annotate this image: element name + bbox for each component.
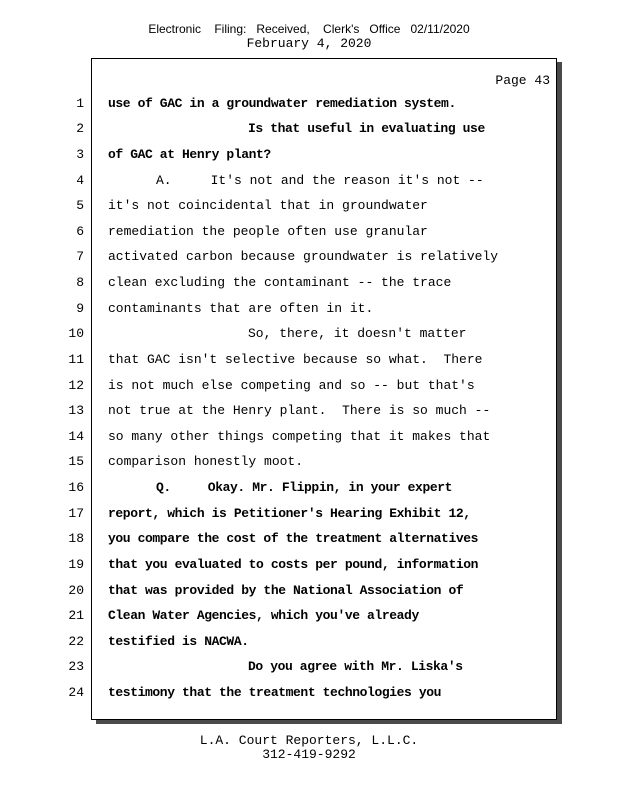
transcript-line: A. It's not and the reason it's not -- [156, 173, 484, 188]
transcript-line: is not much else competing and so -- but that's [108, 378, 475, 393]
line-number: 1 [76, 96, 84, 111]
transcript-line: of GAC at Henry plant? [108, 147, 271, 162]
transcript-line: Clean Water Agencies, which you've already [108, 608, 419, 623]
transcript-line: So, there, it doesn't matter [248, 326, 467, 341]
line-number: 6 [76, 224, 84, 239]
reporter-phone: 312-419-9292 [262, 747, 356, 762]
transcript-line: you compare the cost of the treatment alternatives [108, 531, 479, 546]
line-number: 9 [76, 301, 84, 316]
transcript-line: so many other things competing that it makes that [108, 429, 491, 444]
transcript-line: it's not coincidental that in groundwater [108, 198, 428, 213]
transcript-line: clean excluding the contaminant -- the trace [108, 275, 452, 290]
transcript-line: Is that useful in evaluating use [248, 121, 485, 136]
line-number: 5 [76, 198, 84, 213]
reporter-name: L.A. Court Reporters, L.L.C. [199, 733, 419, 748]
line-number: 7 [76, 249, 84, 264]
transcript-line: that GAC isn't selective because so what. There [108, 352, 483, 367]
transcript-line: testimony that the treatment technologies you [108, 685, 442, 700]
transcript-line: comparison honestly moot. [108, 454, 304, 469]
line-number: 12 [68, 378, 84, 393]
transcript-line: use of GAC in a groundwater remediation system. [108, 96, 456, 111]
line-number: 21 [68, 608, 84, 623]
line-number: 18 [68, 531, 84, 546]
transcript-line: Do you agree with Mr. Liska's [248, 659, 463, 674]
line-number: 24 [68, 685, 84, 700]
line-number: 22 [68, 634, 84, 649]
line-number: 10 [68, 326, 84, 341]
transcript-line: that you evaluated to costs per pound, information [108, 557, 479, 572]
line-number: 3 [76, 147, 84, 162]
line-number: 14 [68, 429, 84, 444]
line-number: 8 [76, 275, 84, 290]
transcript-line: testified is NACWA. [108, 634, 249, 649]
line-number: 17 [68, 506, 84, 521]
transcript-line: remediation the people often use granular [108, 224, 428, 239]
filing-stamp: Electronic Filing: Received, Clerk's Office 02/11/2020 [148, 22, 470, 36]
transcript-line: Q. Okay. Mr. Flippin, in your expert [156, 480, 453, 495]
transcript-date: February 4, 2020 [246, 36, 372, 51]
line-number: 4 [76, 173, 84, 188]
line-number: 16 [68, 480, 84, 495]
transcript-line: not true at the Henry plant. There is so much -- [108, 403, 491, 418]
transcript-line: that was provided by the National Association of [108, 583, 464, 598]
line-number: 23 [68, 659, 84, 674]
line-number: 13 [68, 403, 84, 418]
line-number: 2 [76, 121, 84, 136]
line-number: 20 [68, 583, 84, 598]
transcript-line: report, which is Petitioner's Hearing Exhibit 12, [108, 506, 471, 521]
line-number: 15 [68, 454, 84, 469]
line-number: 11 [68, 352, 84, 367]
page-number: Page 43 [495, 73, 550, 88]
transcript-line: activated carbon because groundwater is relatively [108, 249, 499, 264]
line-number: 19 [68, 557, 84, 572]
transcript-line: contaminants that are often in it. [108, 301, 374, 316]
